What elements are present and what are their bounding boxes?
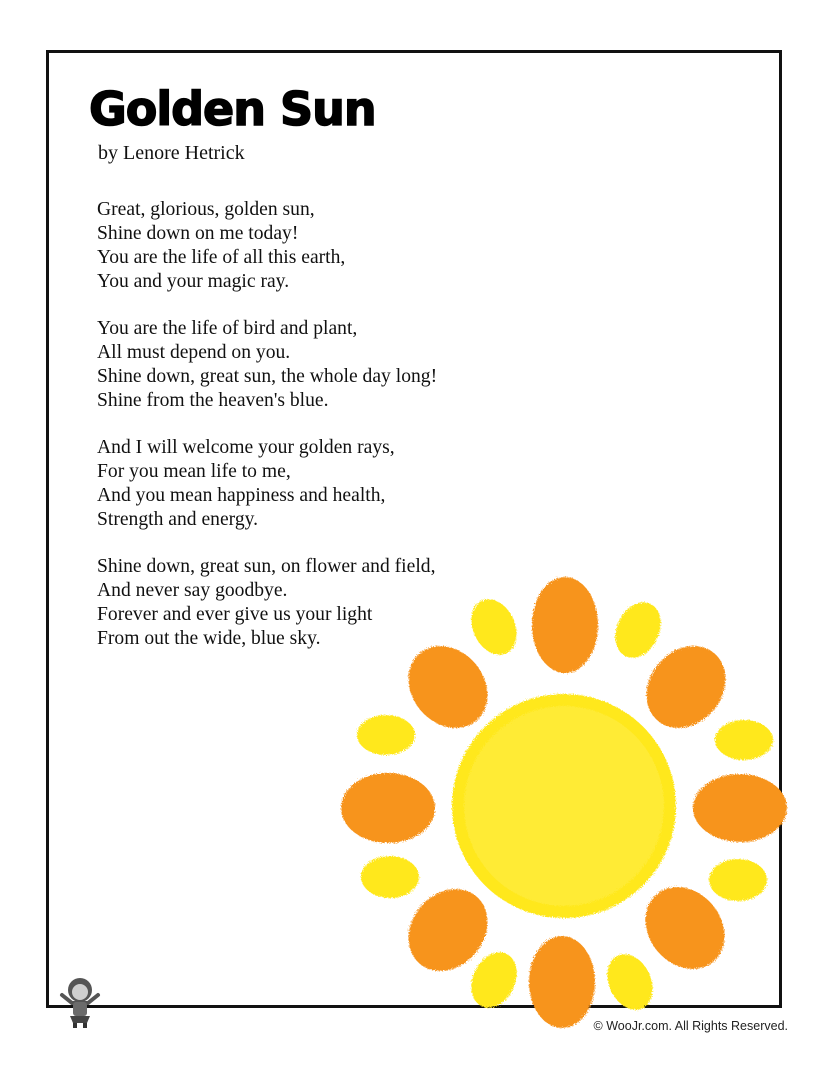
- poem-line: All must depend on you.: [97, 342, 291, 363]
- orange-ray: [532, 577, 598, 673]
- poem-line: Shine down on me today!: [97, 223, 299, 244]
- yellow-ray: [361, 856, 419, 898]
- poem-line: You are the life of bird and plant,: [97, 318, 358, 339]
- poem-line: Shine down, great sun, the whole day long!: [97, 366, 438, 387]
- yellow-ray: [599, 947, 662, 1017]
- poem-line: For you mean life to me,: [97, 461, 291, 482]
- yellow-ray: [715, 720, 773, 760]
- orange-ray: [529, 936, 595, 1028]
- stanza: [97, 198, 517, 294]
- kid-mascot-icon: [52, 975, 108, 1029]
- stanza: [97, 436, 517, 532]
- poem-line: You are the life of all this earth,: [97, 247, 346, 268]
- stanza: [97, 317, 517, 413]
- yellow-ray: [357, 715, 415, 755]
- sun-illustration-icon: [330, 570, 810, 1040]
- poem-line: And I will welcome your golden rays,: [97, 437, 395, 458]
- yellow-ray: [463, 592, 526, 662]
- orange-ray: [693, 774, 787, 842]
- poem-line: And never say goodbye.: [97, 580, 288, 601]
- poem-line: You and your magic ray.: [97, 271, 290, 292]
- poem-line: Forever and ever give us your light: [97, 604, 373, 625]
- yellow-ray: [709, 859, 767, 901]
- poem-line: Great, glorious, golden sun,: [97, 199, 315, 220]
- poem-line: And you mean happiness and health,: [97, 485, 386, 506]
- yellow-ray: [607, 595, 670, 665]
- poem-line: Strength and energy.: [97, 509, 259, 530]
- poem-title: Golden Sun: [89, 82, 376, 136]
- copyright-notice: © WooJr.com. All Rights Reserved.: [593, 1019, 788, 1033]
- poem-line: From out the wide, blue sky.: [97, 628, 321, 649]
- poem-line: Shine from the heaven's blue.: [97, 390, 329, 411]
- poem-line: Shine down, great sun, on flower and field,: [97, 556, 436, 577]
- orange-ray: [341, 773, 435, 843]
- poem-author: by Lenore Hetrick: [98, 142, 245, 164]
